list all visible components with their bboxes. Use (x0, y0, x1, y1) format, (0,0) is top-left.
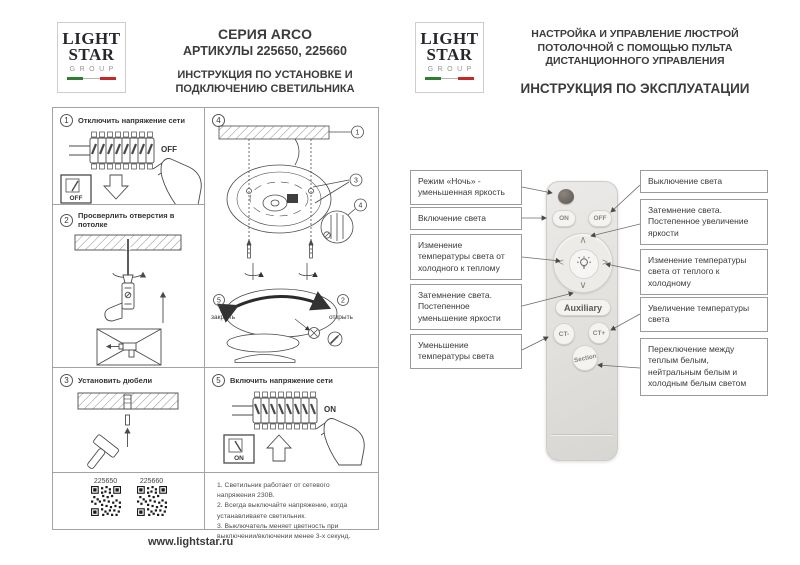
step5-number: 5 (212, 374, 225, 387)
section-button: Section (572, 345, 598, 371)
label-dim-increase: Затемнение света. Постепенное увеличение яркости (640, 199, 768, 245)
ct-plus-button: CT+ (588, 322, 610, 344)
note-line: 2. Всегда выключайте напряжение, когда устанавливаете светильник. (217, 502, 348, 520)
breaker-on-illustration (216, 389, 367, 469)
ct-minus-button: CT- (553, 323, 575, 345)
step2-label: Просверлить отверстия в потолке (78, 211, 175, 229)
step2-number: 2 (60, 214, 73, 227)
italian-flag-stripe (425, 77, 474, 80)
on-button: ON (552, 210, 576, 227)
lightstar-logo-right: LIGHT STAR GROUP (415, 22, 484, 93)
label-temp-warm-to-cold: Изменение температуры света от теплого к холодному (640, 249, 768, 295)
light-button (569, 249, 599, 279)
callout-4: 4 (358, 202, 363, 210)
label-temp-decrease: Уменьшение температуры света (410, 334, 522, 369)
step4-number: 4 (212, 114, 225, 127)
note-line: 3. Выключатель меняет цветность при выключении/включении менее 3-х секунд. (217, 522, 351, 540)
note-line: 1. Светильник работает от сетевого напряжения 230В. (217, 482, 330, 500)
step3-label: Установить дюбели (78, 376, 153, 385)
right-page-header (500, 28, 770, 96)
step3-header (53, 368, 204, 389)
switch-on-label: ON (234, 455, 244, 462)
article-code: 225660 (139, 478, 164, 485)
step5-header (205, 368, 378, 389)
step1-label: Отключить напряжение сети (78, 116, 185, 125)
chevron-left-icon: < (558, 257, 564, 269)
operation-instruction-title: ИНСТРУКЦИЯ ПО ЭКСПЛУАТАЦИИ (520, 80, 750, 96)
notes-panel (204, 472, 379, 540)
step1-header (53, 108, 204, 129)
switch-off-label: OFF (69, 195, 83, 202)
website-url: www.lightstar.ru (148, 536, 234, 548)
chevron-up-icon: ∧ (579, 235, 587, 246)
qr-item (137, 478, 167, 521)
battery-cover-seam (551, 434, 613, 436)
series-title: СЕРИЯ ARCO (217, 26, 313, 42)
qr-code-icon (137, 486, 167, 516)
label-temp-increase: Увеличение температуры света (640, 297, 768, 332)
light-bulb-icon (576, 256, 592, 272)
step4-panel (204, 107, 379, 368)
step1-panel (52, 107, 205, 205)
chevron-down-icon: ∨ (579, 280, 587, 291)
step5-panel (204, 367, 379, 473)
label-light-off: Выключение света (640, 170, 768, 193)
left-page-header (145, 26, 385, 97)
chevron-right-icon: > (602, 257, 608, 269)
label-light-on: Включение света (410, 207, 522, 230)
step2-header (53, 205, 204, 231)
articles-line: АРТИКУЛЫ 225650, 225660 (183, 44, 347, 58)
off-text: OFF (161, 145, 177, 154)
italian-flag-stripe (67, 77, 116, 80)
step1-number: 1 (60, 114, 73, 127)
label-temp-cold-to-warm: Изменение температуры света от холодного к теплому (410, 234, 522, 280)
dpad (553, 233, 613, 293)
article-code: 225650 (93, 478, 118, 485)
hammer-dowel-illustration (53, 389, 204, 471)
remote-control (546, 181, 618, 461)
label-white-mode-switch: Переключение между теплым белым, нейтральным белым и холодным белым светом (640, 338, 768, 396)
label-night-mode: Режим «Ночь» - уменьшенная яркость (410, 170, 522, 205)
off-button: OFF (588, 210, 612, 227)
drill-illustration (53, 231, 204, 369)
step5-label: Включить напряжение сети (230, 376, 333, 385)
install-instruction-title: ИНСТРУКЦИЯ ПО УСТАНОВКЕ И ПОДКЛЮЧЕНИЮ СВЕТИЛЬНИКА (175, 69, 355, 95)
mounting-diagram (209, 123, 374, 363)
qr-code-icon (91, 486, 121, 516)
label-dim-decrease: Затемнение света. Постепенное уменьшение яркости (410, 284, 522, 330)
callout-1: 1 (355, 129, 360, 137)
lightstar-logo: LIGHT STAR GROUP (57, 22, 126, 93)
callout-5: 5 (217, 297, 221, 305)
qr-panel (52, 472, 205, 530)
callout-3: 3 (354, 177, 358, 185)
step2-panel (52, 204, 205, 368)
step3-panel (52, 367, 205, 473)
remote-setup-title: НАСТРОЙКА И УПРАВЛЕНИЕ ЛЮСТРОЙ ПОТОЛОЧНОЙ С ПОМОЩЬЮ ПУЛЬТА ДИСТАНЦИОННОГО УПРАВЛЕНИЯ (531, 28, 739, 68)
on-text: ON (324, 405, 336, 414)
step3-number: 3 (60, 374, 73, 387)
breaker-off-illustration (53, 129, 204, 205)
close-label: закрыть (211, 314, 236, 321)
open-label: открыть (329, 314, 353, 321)
callout-2: 2 (341, 297, 345, 305)
auxiliary-button: Auxiliary (555, 299, 611, 316)
logo-text: LIGHT (62, 29, 121, 48)
qr-item (91, 478, 121, 521)
night-mode-button (558, 189, 574, 204)
